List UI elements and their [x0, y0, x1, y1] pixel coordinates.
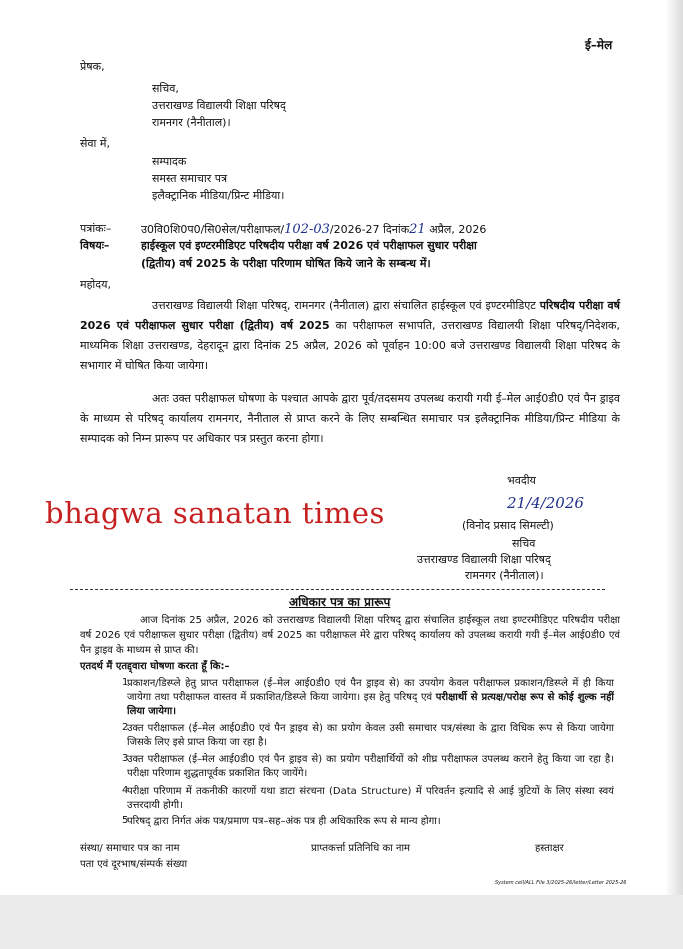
declaration-item-3: उक्त परीक्षाफल (ई–मेल आई0डी0 एवं पैन ड्राइव से) का प्रयोग परीक्षार्थियों को शीघ्र परीक्षाफल उपलब्ध कराने हेतु किया जा रहा है। परीक्षा परिणाम शुद्धतापूर्वक प्रकाशित किए जायेंगे।	[127, 754, 614, 779]
recipient-line-1: सम्पादक	[152, 155, 187, 168]
footer-file-reference: System cell/ALL File 3/2025-26/letter/Letter 2025-26	[495, 880, 627, 886]
para1-text-a: उत्तराखण्ड विद्यालयी शिक्षा परिषद्, रामनगर (नैनीताल) द्वारा संचालित हाईस्कूल एवं इण्टरमीडिएट	[152, 299, 540, 312]
recipient-label: सेवा में,	[80, 137, 110, 150]
footer-shade	[0, 895, 683, 949]
date-label: दिनांक	[383, 223, 410, 236]
signatory-title: सचिव	[512, 537, 536, 550]
item-number: 4	[122, 785, 129, 796]
authority-form-intro: आज दिनांक 25 अप्रैल, 2026 को उत्तराखण्ड विद्यालयी शिक्षा परिषद् द्वारा संचालित हाईस्कूल तथा इण्टरमीडिएट परिषदीय परीक्षा वर्ष 2026 एवं परीक्षाफल सुधार परीक्षा (द्वितीय) वर्ष 2025 का परीक्षाफल मेरे द्वारा परिषद् कार्यालय को उपलब्ध करायी गयी ई–मेल आई0डी0 एवं पैन ड्राइव के माध्यम से प्राप्त की।	[80, 615, 620, 656]
declaration-item-1	[127, 677, 614, 719]
handwritten-signature-date: 21/4/2026	[507, 494, 584, 512]
body-paragraph-1	[80, 296, 620, 376]
watermark-text: bhagwa sanatan times	[45, 496, 385, 530]
handwritten-reference-number: 102-03	[284, 222, 330, 237]
subject-label: विषयः–	[80, 239, 110, 252]
declaration: एतदर्थ मैं एतद्द्वारा घोषणा करता हूँ कि:–	[80, 661, 230, 672]
declaration-item-5: परिषद् द्वारा निर्गत अंक पत्र/प्रमाण पत्र–सह–अंक पत्र ही अधिकारिक रूप से मान्य होगा।	[127, 816, 441, 827]
item-number: 3	[122, 753, 129, 764]
reference-number-prefix: उ0वि0शि0प0/सि0सेल/परीक्षाफल/	[141, 223, 285, 236]
footer-rep-name: प्राप्तकर्त्ता प्रतिनिधि का नाम	[311, 843, 411, 854]
footer-address: पता एवं दूरभाष/संम्पर्क संख्या	[80, 859, 188, 870]
closing: भवदीय	[507, 474, 536, 487]
email-label: ई–मेल	[585, 38, 613, 52]
signatory-place: रामनगर (नैनीताल)।	[465, 569, 544, 582]
footer-org-name: संस्था/ समाचार पत्र का नाम	[80, 843, 180, 854]
salutation: महोदय,	[80, 278, 111, 291]
recipient-line-2: समस्त समाचार पत्र	[152, 172, 228, 185]
footer-signature: हस्ताक्षर	[535, 843, 564, 854]
subject-line-2: (द्वितीय) वर्ष 2025 के परीक्षा परिणाम घोषित किये जाने के सम्बन्ध में।	[141, 257, 431, 270]
sender-line-1: सचिव,	[152, 82, 179, 95]
subject-line-1: हाईस्कूल एवं इण्टरमीडिएट परिषदीय परीक्षा वर्ष 2026 एवं परीक्षाफल सुधार परीक्षा	[141, 239, 477, 252]
recipient-line-3: इलैक्ट्रानिक मीडिया/प्रिन्ट मीडिया।	[152, 189, 285, 202]
page-edge-shadow	[667, 0, 683, 949]
handwritten-date-day: 21	[409, 222, 426, 237]
reference-label: पत्रांकः–	[80, 222, 112, 235]
date-rest: अप्रैल, 2026	[429, 223, 487, 236]
item-number: 1	[122, 677, 129, 688]
signatory-org: उत्तराखण्ड विद्यालयी शिक्षा परिषद्	[417, 553, 551, 566]
item-1-text: प्रकाशन/डिस्प्ले हेतु प्राप्त परीक्षाफल (ई–मेल आई0डी0 एवं पैन ड्राइव से) का उपयोग केवल परीक्षाफल प्रकाशन/डिस्प्ले में ही किया जायेगा तथा परीक्षाफल वास्तव में प्रकाशित/डिस्प्ले किया जायेगा। इस हेतु परिषद् एवं	[127, 678, 614, 703]
declaration-item-2: उक्त परीक्षाफल (ई–मेल आई0डी0 एवं पैन ड्राइव से) का प्रयोग केवल उसी समाचार पत्र/संस्था के द्वारा विधिक रूप से किया जायेगा जिसके लिए इसे प्राप्त किया जा रहा है।	[127, 723, 614, 748]
para1-bold-text: परिषदीय परीक्षा वर्ष 2026 एवं परीक्षाफल सुधार परीक्षा (द्वितीय) वर्ष 2025	[80, 299, 620, 332]
declaration-item-4: परीक्षा परिणाम में तकनीकी कारणों यथा डाटा संरचना (Data Structure) में परिवर्तन इत्यादि से आई त्रुटियों के लिए संस्था स्वयं उत्तरदायी होगी।	[127, 786, 614, 811]
reference-line	[141, 222, 486, 238]
reference-number-suffix: /2026-27	[329, 223, 380, 236]
section-divider	[70, 589, 605, 590]
para1-text-b: का परीक्षाफल सभापति, उत्तराखण्ड विद्यालयी शिक्षा परिषद्/निदेशक, माध्यमिक शिक्षा उत्तराखण्ड, देहरादून द्वारा दिनांक 25 अप्रैल, 2026 को पूर्वाहन 10:00 बजे उत्तराखण्ड विद्यालयी शिक्षा परिषद के सभागार में घोषित किया जायेगा।	[80, 319, 620, 372]
item-1-bold-text: परीक्षार्थी से प्रत्यक्ष/परोक्ष रूप से कोई शुल्क नहीं लिया जायेगा।	[127, 692, 615, 717]
authority-form-title: अधिकार पत्र का प्रारूप	[289, 595, 391, 609]
body-paragraph-2: अतः उक्त परीक्षाफल घोषणा के पश्चात आपके द्वारा पूर्व/तदसमय उपलब्ध करायी गयी ई–मेल आई0डी0 एवं पैन ड्राइव के माध्यम से परिषद् कार्यालय रामनगर, नैनीताल से प्राप्त करने के लिए सम्बन्धित समाचार पत्र इलैक्ट्रानिक मीडिया/प्रिन्ट मीडिया के सम्पादक को निम्न प्रारूप पर अधिकार पत्र प्रस्तुत करना होगा।	[80, 392, 620, 445]
signatory-name: (विनोद प्रसाद सिमल्टी)	[462, 519, 554, 532]
sender-line-2: उत्तराखण्ड विद्यालयी शिक्षा परिषद्	[152, 99, 286, 112]
item-number: 5	[122, 815, 129, 826]
sender-line-3: रामनगर (नैनीताल)।	[152, 116, 231, 129]
sender-label: प्रेषक,	[80, 60, 105, 73]
item-number: 2	[122, 722, 129, 733]
